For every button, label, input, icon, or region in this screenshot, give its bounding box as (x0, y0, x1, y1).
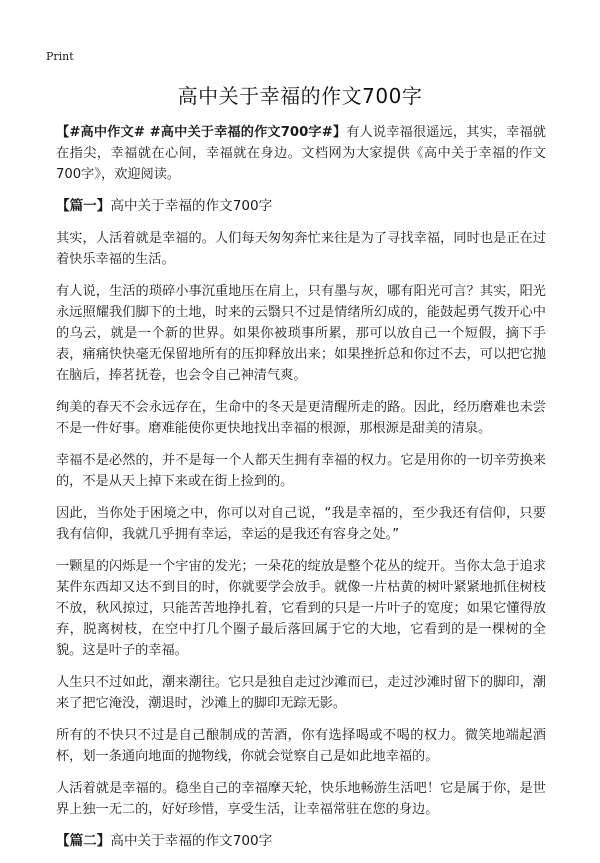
intro-tags: 【#高中作文# #高中关于幸福的作文700字#】 (56, 125, 347, 140)
print-link[interactable]: Print (46, 50, 74, 63)
intro-paragraph (56, 122, 546, 185)
paragraph: 幸福不是必然的，并不是每一个人都天生拥有幸福的权力。它是用你的一切辛劳换来的，不是从天上掉下来或在街上捡到的。 (56, 453, 546, 489)
paragraph: 有人说，生活的琐碎小事沉重地压在肩上，只有墨与灰，哪有阳光可言？其实，阳光永远照耀我们脚下的土地，时来的云翳只不过是情绪所幻成的，能鼓起勇气拨开心中的乌云，就是一个新的世界。如果你被琐事所累，那可以放自己一个短假，摘下手表，痛痛快快毫无保留地所有的压抑释放出来；如果挫折总和你过不去，可以把它抛在脑后，捧茗抚卷，也会令自己神清气爽。 (56, 284, 546, 383)
section-heading-2 (56, 831, 546, 852)
section-marker-1: 【篇一】 (56, 198, 111, 214)
paragraph: 绚美的春天不会永远存在，生命中的冬天是更清醒所走的路。因此，经历磨难也未尝不是一件好事。磨难能使你更快地找出幸福的根源，那根源是甜美的清泉。 (56, 400, 546, 436)
paragraph: 人活着就是幸福的。稳坐自己的幸福摩天轮，快乐地畅游生活吧！它是属于你，是世界上独一无二的，好好珍惜，享受生活，让幸福常驻在您的身边。 (56, 781, 546, 817)
paragraph: 一颗星的闪烁是一个宇宙的发光；一朵花的绽放是整个花丛的绽开。当你太急于追求某件东西却又达不到目的时，你就要学会放手。就像一片枯黄的树叶紧紧地抓住树枝不放，秋风掠过，只能苦苦地挣扎着，它看到的只是一片叶子的宽度；如果它懂得放弃，脱离树枝，在空中打几个圈子最后落回属于它的大地，它看到的是一棵树的全貌。这是叶子的幸福。 (56, 559, 546, 658)
intro-text: 有人说幸福很遥远，其实，幸福就在指尖，幸福就在心间，幸福就在身边。文档网为大家提供《高中关于幸福的作文700字》，欢迎阅读。 (56, 125, 546, 182)
page-title: 高中关于幸福的作文700字 (177, 84, 423, 108)
paragraph: 所有的不快只不过是自己酿制成的苦酒，你有选择喝或不喝的权力。微笑地端起酒杯，划一条通向地面的抛物线，你就会觉察自己是如此地幸福的。 (56, 728, 546, 764)
section-title-2: 高中关于幸福的作文700字 (110, 833, 273, 849)
article-body (56, 122, 546, 863)
paragraph: 人生只不过如此，潮来潮往。它只是独自走过沙滩而已，走过沙滩时留下的脚印，潮来了把它淹没，潮退时，沙滩上的脚印无踪无影。 (56, 675, 546, 711)
section-heading-1 (56, 196, 546, 217)
paragraph: 其实，人活着就是幸福的。人们每天匆匆奔忙来往是为了寻找幸福，同时也是正在过着快乐幸福的生活。 (56, 231, 546, 267)
paragraph: 因此，当你处于困境之中，你可以对自己说，“我是幸福的，至少我还有信仰，只要我有信仰，我就几乎拥有幸运，幸运的是我还有容身之处。” (56, 506, 546, 542)
section-marker-2: 【篇二】 (56, 833, 111, 849)
section-title-1: 高中关于幸福的作文700字 (110, 198, 273, 214)
